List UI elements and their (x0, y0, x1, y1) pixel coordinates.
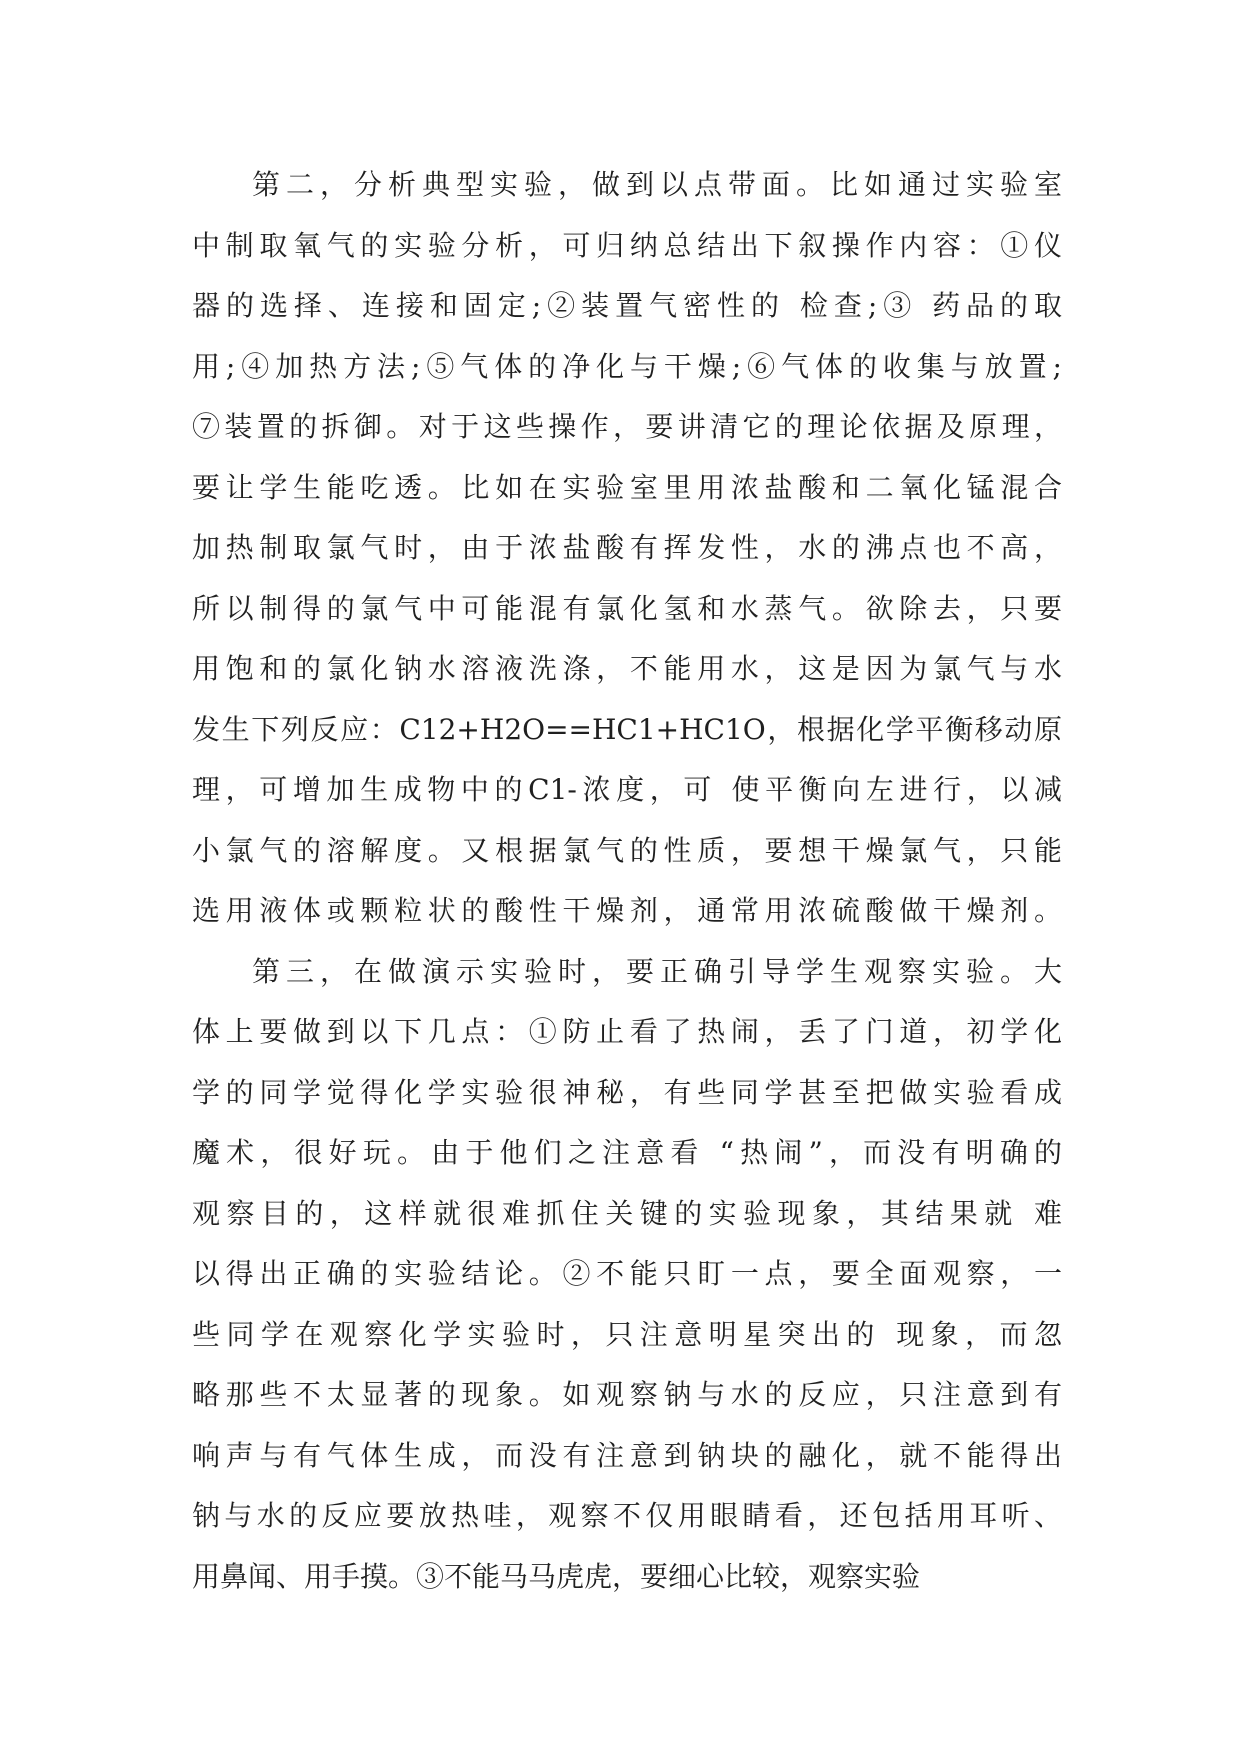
text-line: 用饱和的氯化钠水溶液洗涤，不能用水，这是因为氯气与水 (192, 652, 1062, 685)
text-line: ⑦装置的拆御。对于这些操作，要讲清它的理论依据及原理， (192, 410, 1062, 443)
text-line: 观察目的，这样就很难抓住关键的实验现象，其结果就 难 (192, 1196, 1062, 1230)
text-line: 些同学在观察化学实验时，只注意明星突出的 现象，而忽 (192, 1317, 1062, 1351)
text-line: 用;④加热方法;⑤气体的净化与干燥;⑥气体的收集与放置; (192, 349, 1062, 383)
text-line: 器的选择、连接和固定;②装置气密性的 检查;③ 药品的取 (192, 289, 1062, 322)
text-line: 发生下列反应：C12+H2O==HC1+HC1O，根据化学平衡移动原 (192, 712, 1062, 746)
text-line: 小氯气的溶解度。又根据氯气的性质，要想干燥氯气，只能 (192, 833, 1062, 867)
text-line: 略那些不太显著的现象。如观察钠与水的反应，只注意到有 (192, 1378, 1062, 1411)
document-body (192, 155, 1062, 1607)
text-line: 响声与有气体生成，而没有注意到钠块的融化，就不能得出 (192, 1438, 1062, 1472)
text-line: 以得出正确的实验结论。②不能只盯一点，要全面观察，一 (192, 1257, 1062, 1290)
paragraph-demonstration-observation (192, 942, 1062, 1608)
text-line: 第三，在做演示实验时，要正确引导学生观察实验。大 (252, 954, 1062, 988)
text-line: 选用液体或颗粒状的酸性干燥剂，通常用浓硫酸做干燥剂。 (192, 894, 1062, 927)
text-line: 用鼻闻、用手摸。③不能马马虎虎，要细心比较，观察实验 (192, 1559, 921, 1593)
text-line: 理，可增加生成物中的C1-浓度，可 使平衡向左进行，以减 (192, 773, 1062, 806)
text-line: 学的同学觉得化学实验很神秘，有些同学甚至把做实验看成 (192, 1075, 1062, 1109)
text-line: 加热制取氯气时，由于浓盐酸有挥发性，水的沸点也不高， (192, 531, 1062, 564)
text-line: 所以制得的氯气中可能混有氯化氢和水蒸气。欲除去，只要 (192, 591, 1062, 625)
text-line: 钠与水的反应要放热哇，观察不仅用眼睛看，还包括用耳听、 (192, 1499, 1062, 1532)
text-line: 体上要做到以下几点：①防止看了热闹，丢了门道，初学化 (192, 1015, 1062, 1048)
text-line: 第二，分析典型实验，做到以点带面。比如通过实验室 (252, 168, 1062, 201)
text-line: 魔术，很好玩。由于他们之注意看 “热闹”，而没有明确的 (192, 1136, 1062, 1169)
text-line: 中制取氧气的实验分析，可归纳总结出下叙操作内容：①仪 (192, 228, 1062, 262)
paragraph-experiment-analysis (192, 155, 1062, 942)
text-line: 要让学生能吃透。比如在实验室里用浓盐酸和二氧化锰混合 (192, 470, 1062, 504)
